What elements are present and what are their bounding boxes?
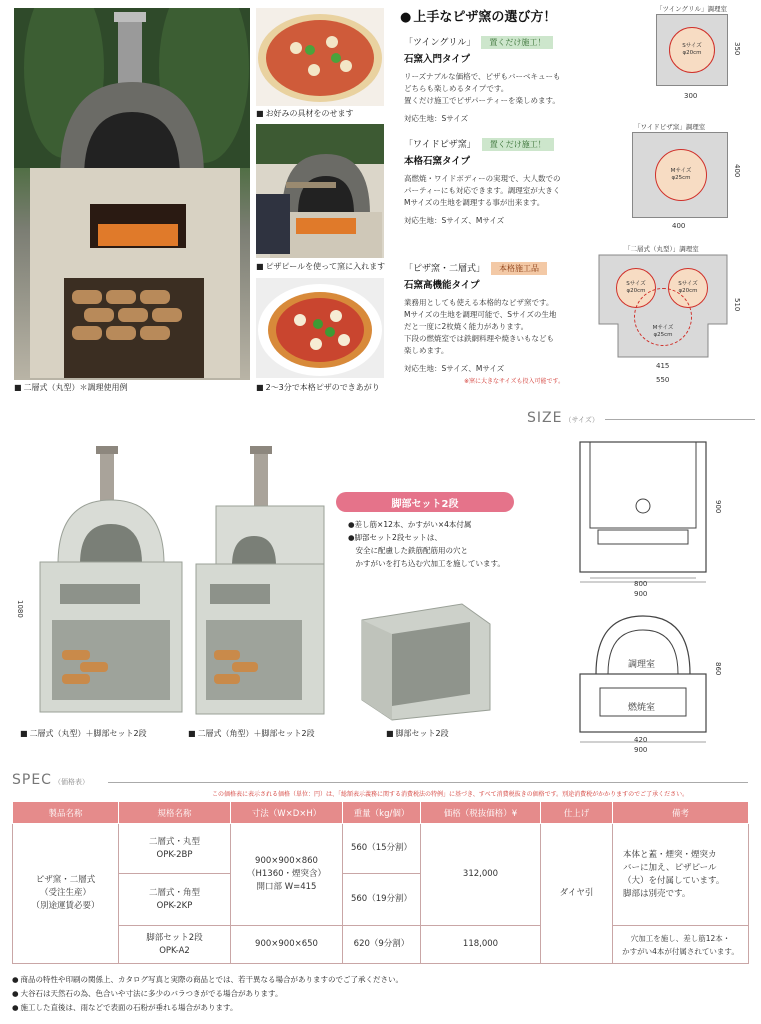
size-section-drawing	[578, 612, 708, 746]
spec-table	[12, 801, 749, 964]
item-description: 高燃焼・ワイドボディーの実現で、大人数での パーティーにも対応できます。調理室が大きく Mサイズの生地を調理する事が出来ます。	[404, 174, 561, 207]
item-subtitle: 本格石窯タイプ	[404, 156, 471, 167]
spec-divider	[108, 782, 748, 783]
size-front-w-outer: 900	[634, 590, 648, 598]
round-caption: ■ 二層式（丸型）＋脚部セット2段	[20, 728, 147, 739]
round-oven-icon	[36, 444, 186, 716]
size-cook-room: 調理室	[628, 660, 656, 670]
plan-label-two: 「二層式（丸型）」調理室	[624, 245, 699, 253]
size-front-drawing	[578, 440, 708, 592]
size-divider	[605, 419, 755, 420]
guide-item-twin	[404, 30, 604, 124]
item-name: 「ツイングリル」	[404, 38, 476, 48]
badge: 本格施工品	[491, 262, 547, 275]
size-heading: SIZE （サイズ）	[527, 410, 599, 426]
square-oven-icon	[192, 444, 328, 716]
badge: 置くだけ施工！	[481, 36, 553, 49]
main-photo-caption: ■ 二層式（丸型）＊調理使用例	[14, 382, 128, 393]
product-round-drawing	[36, 444, 186, 716]
plan-circle-m: Mサイズ φ25cm	[634, 288, 692, 346]
dim-two-inner: 415	[656, 362, 670, 370]
plan-twin	[656, 14, 728, 86]
spec-cell: 二層式・角型 OPK-2KP	[119, 874, 231, 926]
col-dims: 寸法（W×D×H）	[231, 802, 343, 824]
leg-set-icon	[352, 590, 492, 722]
front-elevation-icon	[578, 440, 708, 592]
product-square-drawing	[192, 444, 328, 716]
done-caption: ■ 2～3分で本格ピザのできあがり	[256, 382, 380, 393]
dim-wide-d: 400	[733, 164, 741, 178]
col-weight: 重量（kg/個）	[343, 802, 421, 824]
weight-cell: 560（19分割）	[343, 874, 421, 926]
item-fabric: 対応生地：Sサイズ、Mサイズ	[404, 364, 505, 373]
item-subtitle: 石窯入門タイプ	[404, 54, 471, 65]
dim-twin-d: 350	[733, 42, 741, 56]
oven-illustration-icon	[14, 8, 250, 380]
spec-notice: この価格表に表示される価格（単位：円）は、「総額表示義務に関する消費税法の特例」に基づき、すべて消費税抜きの価格です。別途消費税がかかりますのでご了承ください。	[212, 791, 689, 798]
plan-label-wide: 「ワイドピザ窯」調理室	[634, 123, 706, 131]
dim-twin-w: 300	[684, 92, 698, 100]
weight-cell: 560（15分割）	[343, 824, 421, 874]
pizza-icon	[256, 8, 384, 106]
spec-cell: 脚部セット2段 OPK-A2	[119, 926, 231, 964]
height-1080: 1080	[16, 600, 24, 618]
product-name-cell: ピザ窯・二層式 （受注生産） （別途運賃必要）	[13, 824, 119, 964]
remark-cell: 穴加工を施し、差し筋12本・ かすがい4本が付属されています。	[613, 926, 749, 964]
oven-peel-icon	[256, 124, 384, 258]
plan-circle-left: Sサイズ φ20cm	[616, 268, 656, 308]
item-note: ※窯に大きなサイズも投入可能です。	[464, 378, 565, 385]
product-leg-drawing	[352, 590, 492, 722]
dims-cell: 900×900×650	[231, 926, 343, 964]
done-photo	[256, 278, 384, 378]
item-fabric: 対応生地：Sサイズ	[404, 114, 469, 123]
plan-wide	[632, 132, 728, 218]
item-name: 「ピザ窯・二層式」	[404, 264, 486, 274]
dim-two-outer: 550	[656, 376, 670, 384]
square-caption: ■ 二層式（角型）＋脚部セット2段	[188, 728, 315, 739]
guide-item-wide	[404, 132, 604, 226]
item-description: リーズナブルな価格で、ピザもバーベキューも どちらも楽しめるタイプです。 置くだけ施工でピザパーティーを楽しめます。	[404, 72, 561, 105]
col-spec: 規格名称	[119, 802, 231, 824]
dim-two-d: 510	[733, 298, 741, 312]
size-section-w-outer: 900	[634, 746, 648, 754]
price-cell: 312,000	[421, 824, 541, 926]
badge: 置くだけ施工！	[482, 138, 554, 151]
legset-text: ●差し筋×12本、かすがい×4本付属 ●脚部セット2段セットは、 安全に配慮した鉄筋配筋用の穴と かすがいを打ち込む穴加工を施しています。	[348, 520, 505, 568]
dim-wide-w: 400	[672, 222, 686, 230]
section-elevation-icon	[578, 612, 708, 746]
item-description: 業務用としても使える本格的なピザ窯です。 Mサイズの生地を調理可能で、Sサイズの生地 だと一度に2枚焼く能力があります。 下段の燃焼室では鉄網料理や焼きいもなども 楽しめます。	[404, 298, 557, 355]
col-price: 価格（税抜価格）¥	[421, 802, 541, 824]
col-remark: 備考	[613, 802, 749, 824]
size-front-w-inner: 800	[634, 580, 648, 588]
footnote: ● 商品の特性や印刷の関係上、カタログ写真と実際の商品とでは、若干異なる場合がありますのでご了承ください。	[12, 974, 403, 985]
table-row	[13, 824, 749, 874]
finish-cell: ダイヤ引	[541, 824, 613, 964]
spec-cell: 二層式・丸型 OPK-2BP	[119, 824, 231, 874]
size-section-h: 860	[714, 662, 722, 676]
legset-badge: 脚部セット2段	[336, 492, 514, 512]
plan-circle-right: Sサイズ φ20cm	[668, 268, 708, 308]
col-finish: 仕上げ	[541, 802, 613, 824]
col-product: 製品名称	[13, 802, 119, 824]
spec-header-row	[13, 802, 749, 824]
plan-circle: Sサイズ φ20cm	[669, 27, 715, 73]
weight-cell: 620（9分割）	[343, 926, 421, 964]
topping-photo	[256, 8, 384, 106]
table-row	[13, 926, 749, 964]
peel-photo	[256, 124, 384, 258]
price-cell: 118,000	[421, 926, 541, 964]
remark-cell: 本体と蓋・煙突・煙突カ バーに加え、ピザピール （大）を付属しています。 脚部は別売です。	[613, 824, 749, 926]
peel-caption: ■ ピザピールを使って窯に入れます	[256, 261, 385, 272]
item-name: 「ワイドピザ窯」	[404, 140, 476, 150]
item-fabric: 対応生地：Sサイズ、Mサイズ	[404, 216, 505, 225]
footnote: ● 施工した直後は、雨などで表面の石粉が垂れる場合があります。	[12, 1002, 237, 1013]
pizza-done-icon	[256, 278, 384, 378]
leg-caption: ■ 脚部セット2段	[386, 728, 449, 739]
plan-circle: Mサイズ φ25cm	[655, 149, 707, 201]
topping-caption: ■ お好みの具材をのせます	[256, 108, 354, 119]
guide-item-two-layer	[404, 256, 604, 385]
plan-label-twin: 「ツイングリル」調理室	[656, 5, 728, 13]
footnote: ● 大谷石は天然石の為、色合いや寸法に多少のバラつきがでる場合があります。	[12, 988, 282, 999]
size-burn-room: 燃焼室	[628, 703, 656, 713]
item-subtitle: 石窯高機能タイプ	[404, 280, 480, 291]
size-front-h: 900	[714, 500, 722, 514]
main-oven-photo	[14, 8, 250, 380]
spec-heading: SPEC （価格表）	[12, 772, 89, 788]
plan-two	[598, 254, 728, 358]
guide-title: ● 上手なピザ窯の選び方！	[400, 6, 556, 25]
dims-cell: 900×900×860 （H1360・煙突含） 開口部 W=415	[231, 824, 343, 926]
size-section-w-inner: 420	[634, 736, 648, 744]
